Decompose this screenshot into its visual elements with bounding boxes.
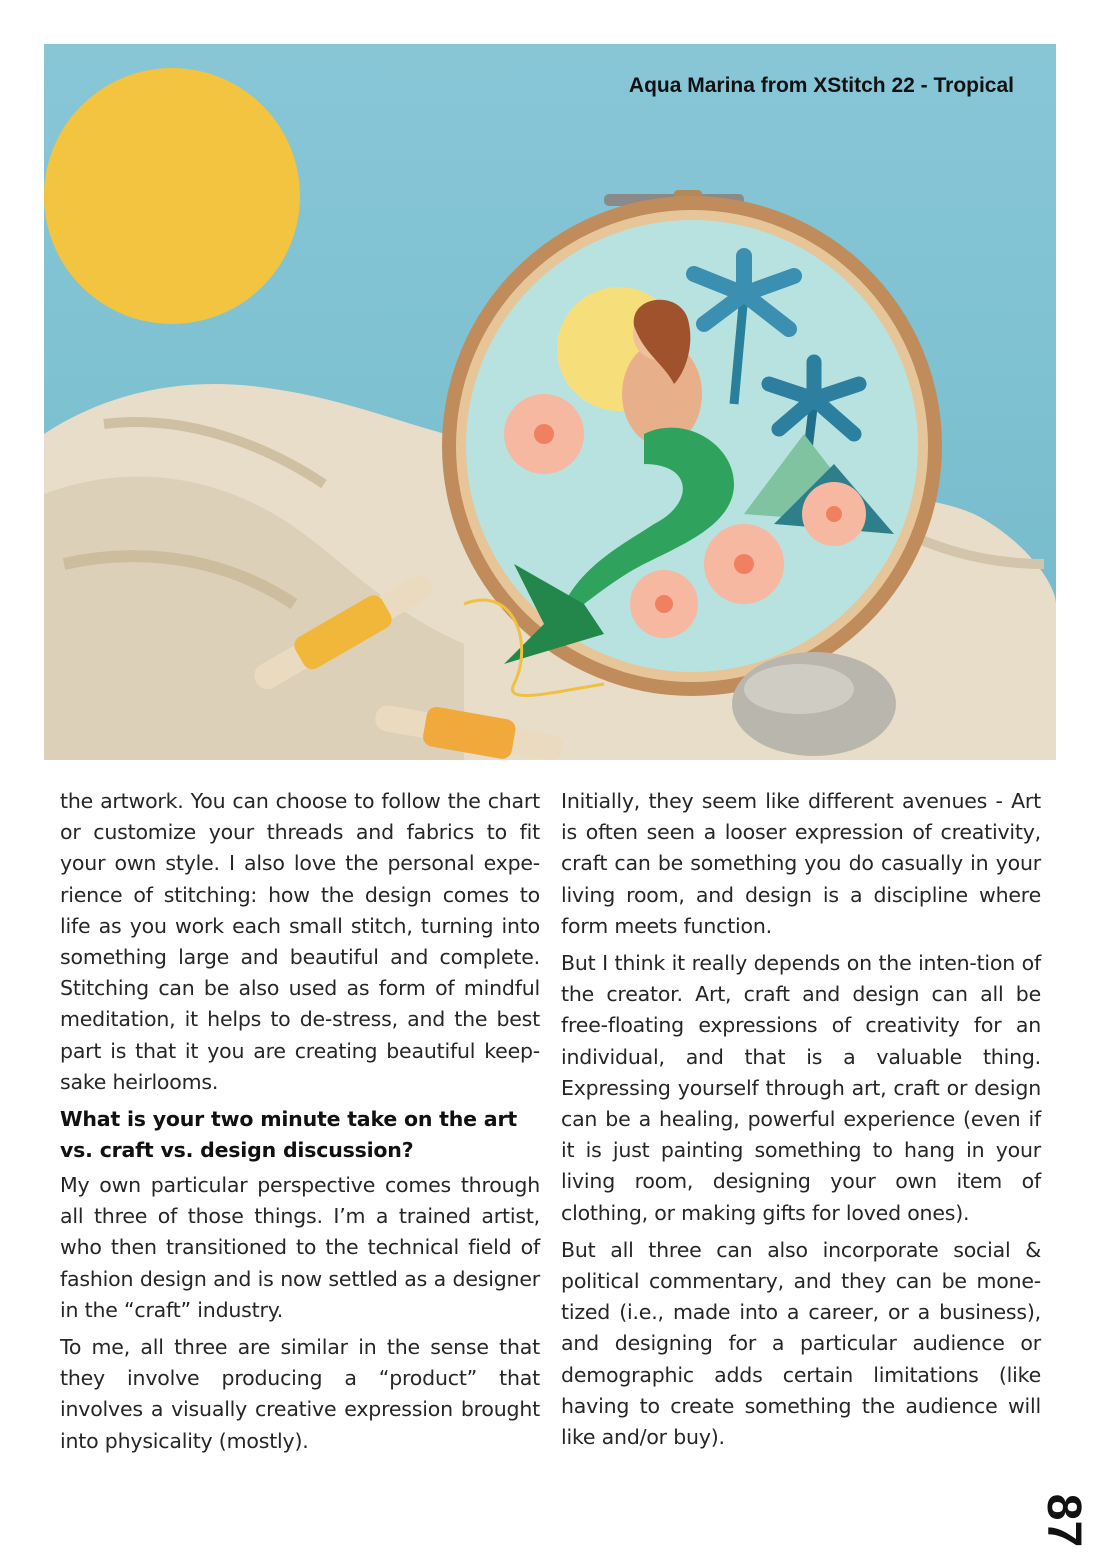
paper-sun xyxy=(44,68,300,324)
hibiscus-flower xyxy=(704,524,784,604)
body-paragraph: the artwork. You can choose to follow the chart or customize your threads and fabrics to fit your own style. I also love the personal expe-rience of stitching: how the design comes to life as you work each small stitch, turning into something large and beautiful and complete. Stitching can be also used as form of mindful meditation, it helps to de-stress, and the best part is that it you are creating beautiful keep-sake heirlooms. xyxy=(60,789,540,1094)
hibiscus-flower xyxy=(504,394,584,474)
page-number xyxy=(1037,1480,1091,1560)
article-left-column xyxy=(60,786,540,1463)
body-paragraph: Initially, they seem like different avenues - Art is often seen a looser expression of creativity, craft can be something you do casually in your living room, and design is a discipline where form meets function. xyxy=(561,789,1041,938)
page-number-label: 87 xyxy=(1037,1493,1091,1547)
article-right-column xyxy=(561,786,1041,1459)
interview-question: What is your two minute take on the art vs. craft vs. design discussion? xyxy=(60,1107,517,1163)
hibiscus-flower xyxy=(630,570,698,638)
body-paragraph: To me, all three are similar in the sense that they involve producing a “product” that involves a visually creative expression brought into physicality (mostly). xyxy=(60,1335,540,1453)
body-paragraph: My own particular perspective comes through all three of those things. I’m a trained artist, who then transitioned to the technical field of fashion design and is now settled as a designer in the “craft” industry. xyxy=(60,1173,540,1322)
hibiscus-flower xyxy=(802,482,866,546)
body-paragraph: But I think it really depends on the inten-tion of the creator. Art, craft and design can all be free-floating expressions of creativity for an individual, and that is a valuable thing. Expressing yourself through art, craft or design can be a healing, powerful experience (even if it is just painting something to hang in your living room, designing your own item of clothing, or making gifts for loved ones). xyxy=(561,951,1041,1225)
pebble-highlight xyxy=(744,664,854,714)
feature-photo xyxy=(44,44,1056,760)
photo-caption: Aqua Marina from XStitch 22 - Tropical xyxy=(628,74,1014,97)
body-paragraph: But all three can also incorporate social & political commentary, and they can be mone-tized (i.e., made into a career, or a business), and designing for a particular audience or demographic adds certain limitations (like having to create something the audience will like and/or buy). xyxy=(561,1237,1041,1450)
embroidery-illustration xyxy=(44,44,1056,760)
